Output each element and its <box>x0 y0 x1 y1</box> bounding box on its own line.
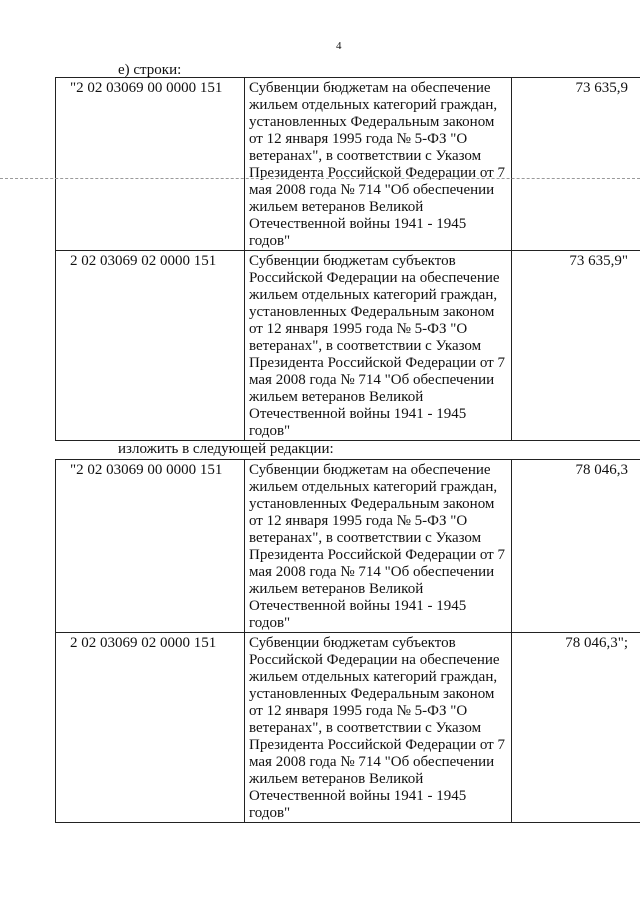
description-cell: Субвенции бюджетам на обеспечение жильем отдельных категорий граждан, установленных Федеральным законом от 12 января 1995 года № 5-ФЗ "О ветеранах", в соответствии с Указом Президента Российской Федерации от 7 мая 2008 года № 714 "Об обеспечении жильем ветеранов Великой Отечественной войны 1941 - 1945 годов" <box>245 460 512 633</box>
scan-fold-line <box>0 178 640 179</box>
budget-code-cell: 2 02 03069 02 0000 151 <box>56 251 245 441</box>
table-row <box>56 78 640 251</box>
amount-cell: 78 046,3"; <box>512 633 640 823</box>
description-cell: Субвенции бюджетам субъектов Российской Федерации на обеспечение жильем отдельных категорий граждан, установленных Федеральным законом от 12 января 1995 года № 5-ФЗ "О ветеранах", в соответствии с Указом Президента Российской Федерации от 7 мая 2008 года № 714 "Об обеспечении жильем ветеранов Великой Отечественной войны 1941 - 1945 годов" <box>245 251 512 441</box>
amount-cell: 78 046,3 <box>512 460 640 633</box>
table-row <box>56 633 640 823</box>
amount-cell: 73 635,9 <box>512 78 640 251</box>
current-rows-table <box>55 77 640 441</box>
budget-code-cell: "2 02 03069 00 0000 151 <box>56 460 245 633</box>
amount-cell: 73 635,9" <box>512 251 640 441</box>
section-one-intro: е) строки: <box>118 62 182 78</box>
table-row <box>56 460 640 633</box>
description-cell: Субвенции бюджетам на обеспечение жильем отдельных категорий граждан, установленных Федеральным законом от 12 января 1995 года № 5-ФЗ "О ветеранах", в соответствии с Указом Президента Российской Федерации от 7 мая 2008 года № 714 "Об обеспечении жильем ветеранов Великой Отечественной войны 1941 - 1945 годов" <box>245 78 512 251</box>
budget-code-cell: 2 02 03069 02 0000 151 <box>56 633 245 823</box>
description-cell: Субвенции бюджетам субъектов Российской Федерации на обеспечение жильем отдельных категорий граждан, установленных Федеральным законом от 12 января 1995 года № 5-ФЗ "О ветеранах", в соответствии с Указом Президента Российской Федерации от 7 мая 2008 года № 714 "Об обеспечении жильем ветеранов Великой Отечественной войны 1941 - 1945 годов" <box>245 633 512 823</box>
section-two-intro: изложить в следующей редакции: <box>118 441 334 457</box>
new-rows-table <box>55 459 640 823</box>
budget-code-cell: "2 02 03069 00 0000 151 <box>56 78 245 251</box>
page-number: 4 <box>336 40 342 52</box>
table-row <box>56 251 640 441</box>
